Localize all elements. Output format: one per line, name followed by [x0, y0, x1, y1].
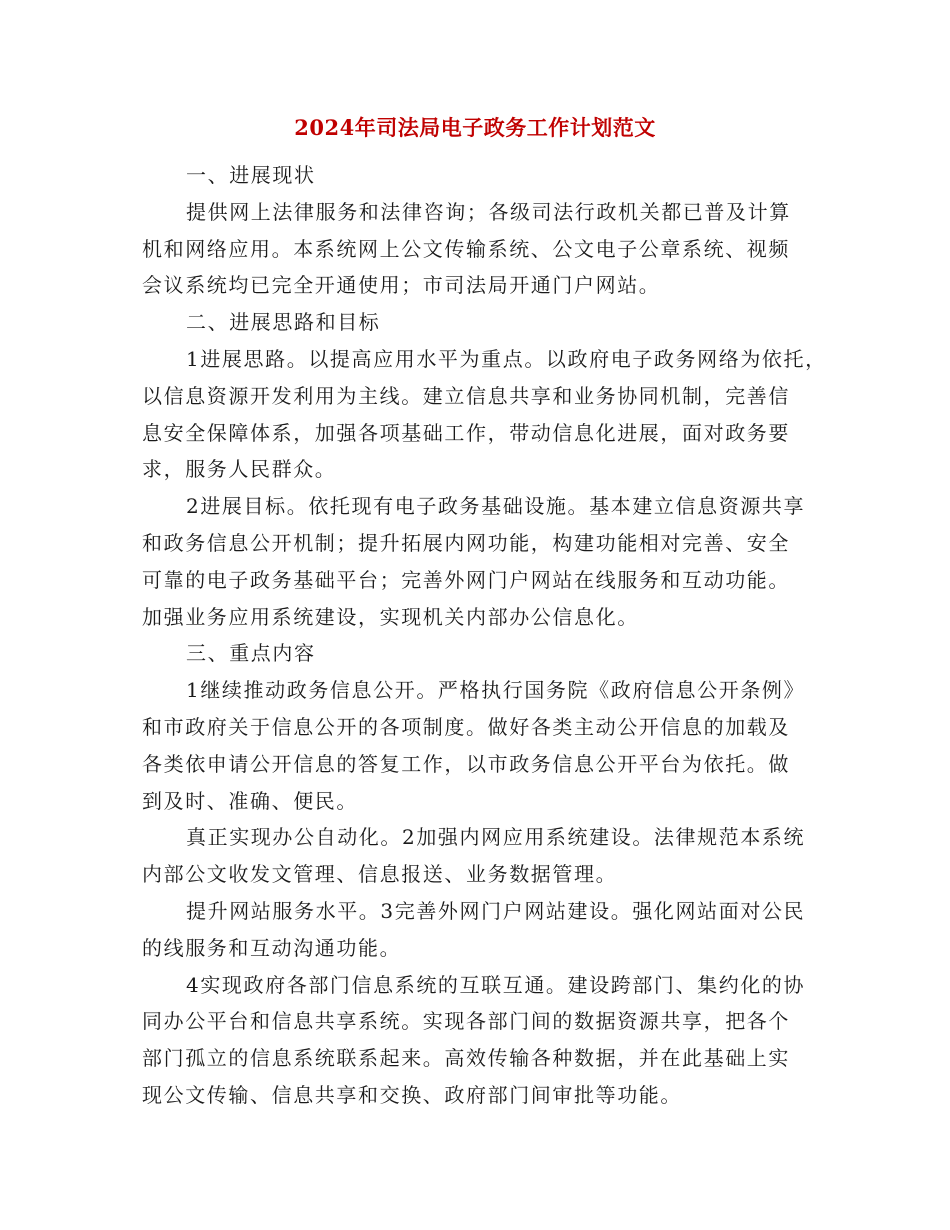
text-line: 一、进展现状	[186, 163, 316, 187]
text-line: 三、重点内容	[186, 641, 316, 666]
text-line: 可靠的电子政务基础平台；完善外网门户网站在线服务和互动功能。	[142, 567, 790, 592]
text-line: 内部公文收发文管理、信息报送、业务数据管理。	[142, 862, 618, 887]
text-line: 部门孤立的信息系统联系起来。高效传输各种数据，并在此基础上实	[142, 1046, 790, 1071]
text-line: 4实现政府各部门信息系统的互联互通。建设跨部门、集约化的协	[186, 972, 806, 997]
text-line: 会议系统均已完全开通使用；市司法局开通门户网站。	[142, 273, 661, 298]
text-line: 1进展思路。以提高应用水平为重点。以政府电子政务网络为依托，	[186, 346, 827, 371]
text-line: 和政务信息公开机制；提升拓展内网功能，构建功能相对完善、安全	[142, 530, 790, 555]
text-line: 提升网站服务水平。3完善外网门户网站建设。强化网站面对公民	[186, 898, 806, 923]
text-line: 二、进展思路和目标	[186, 310, 381, 335]
text-line: 现公文传输、信息共享和交换、政府部门间审批等功能。	[142, 1082, 682, 1107]
document-title: 2024年司法局电子政务工作计划范文	[294, 115, 656, 140]
text-line: 求，服务人民群众。	[142, 457, 337, 482]
text-line: 息安全保障体系，加强各项基础工作，带动信息化进展，面对政务要	[142, 420, 790, 445]
text-line: 同办公平台和信息共享系统。实现各部门间的数据资源共享，把各个	[142, 1009, 790, 1034]
text-line: 以信息资源开发利用为主线。建立信息共享和业务协同机制，完善信	[142, 383, 790, 408]
text-line: 提供网上法律服务和法律咨询；各级司法行政机关都已普及计算	[186, 199, 791, 224]
text-line: 和市政府关于信息公开的各项制度。做好各类主动公开信息的加载及	[142, 714, 790, 739]
text-line: 各类依申请公开信息的答复工作，以市政务信息公开平台为依托。做	[142, 751, 790, 776]
text-line: 加强业务应用系统建设，实现机关内部办公信息化。	[142, 604, 639, 629]
text-line: 2进展目标。依托现有电子政务基础设施。基本建立信息资源共享	[186, 494, 806, 519]
text-line: 到及时、准确、便民。	[142, 788, 358, 813]
document-body	[142, 157, 832, 1114]
text-line: 1继续推动政务信息公开。严格执行国务院《政府信息公开条例》	[186, 678, 806, 703]
text-line: 机和网络应用。本系统网上公文传输系统、公文电子公章系统、视频	[142, 236, 790, 261]
text-line: 真正实现办公自动化。2加强内网应用系统建设。法律规范本系统	[186, 825, 806, 850]
text-line: 的线服务和互动沟通功能。	[142, 935, 402, 960]
